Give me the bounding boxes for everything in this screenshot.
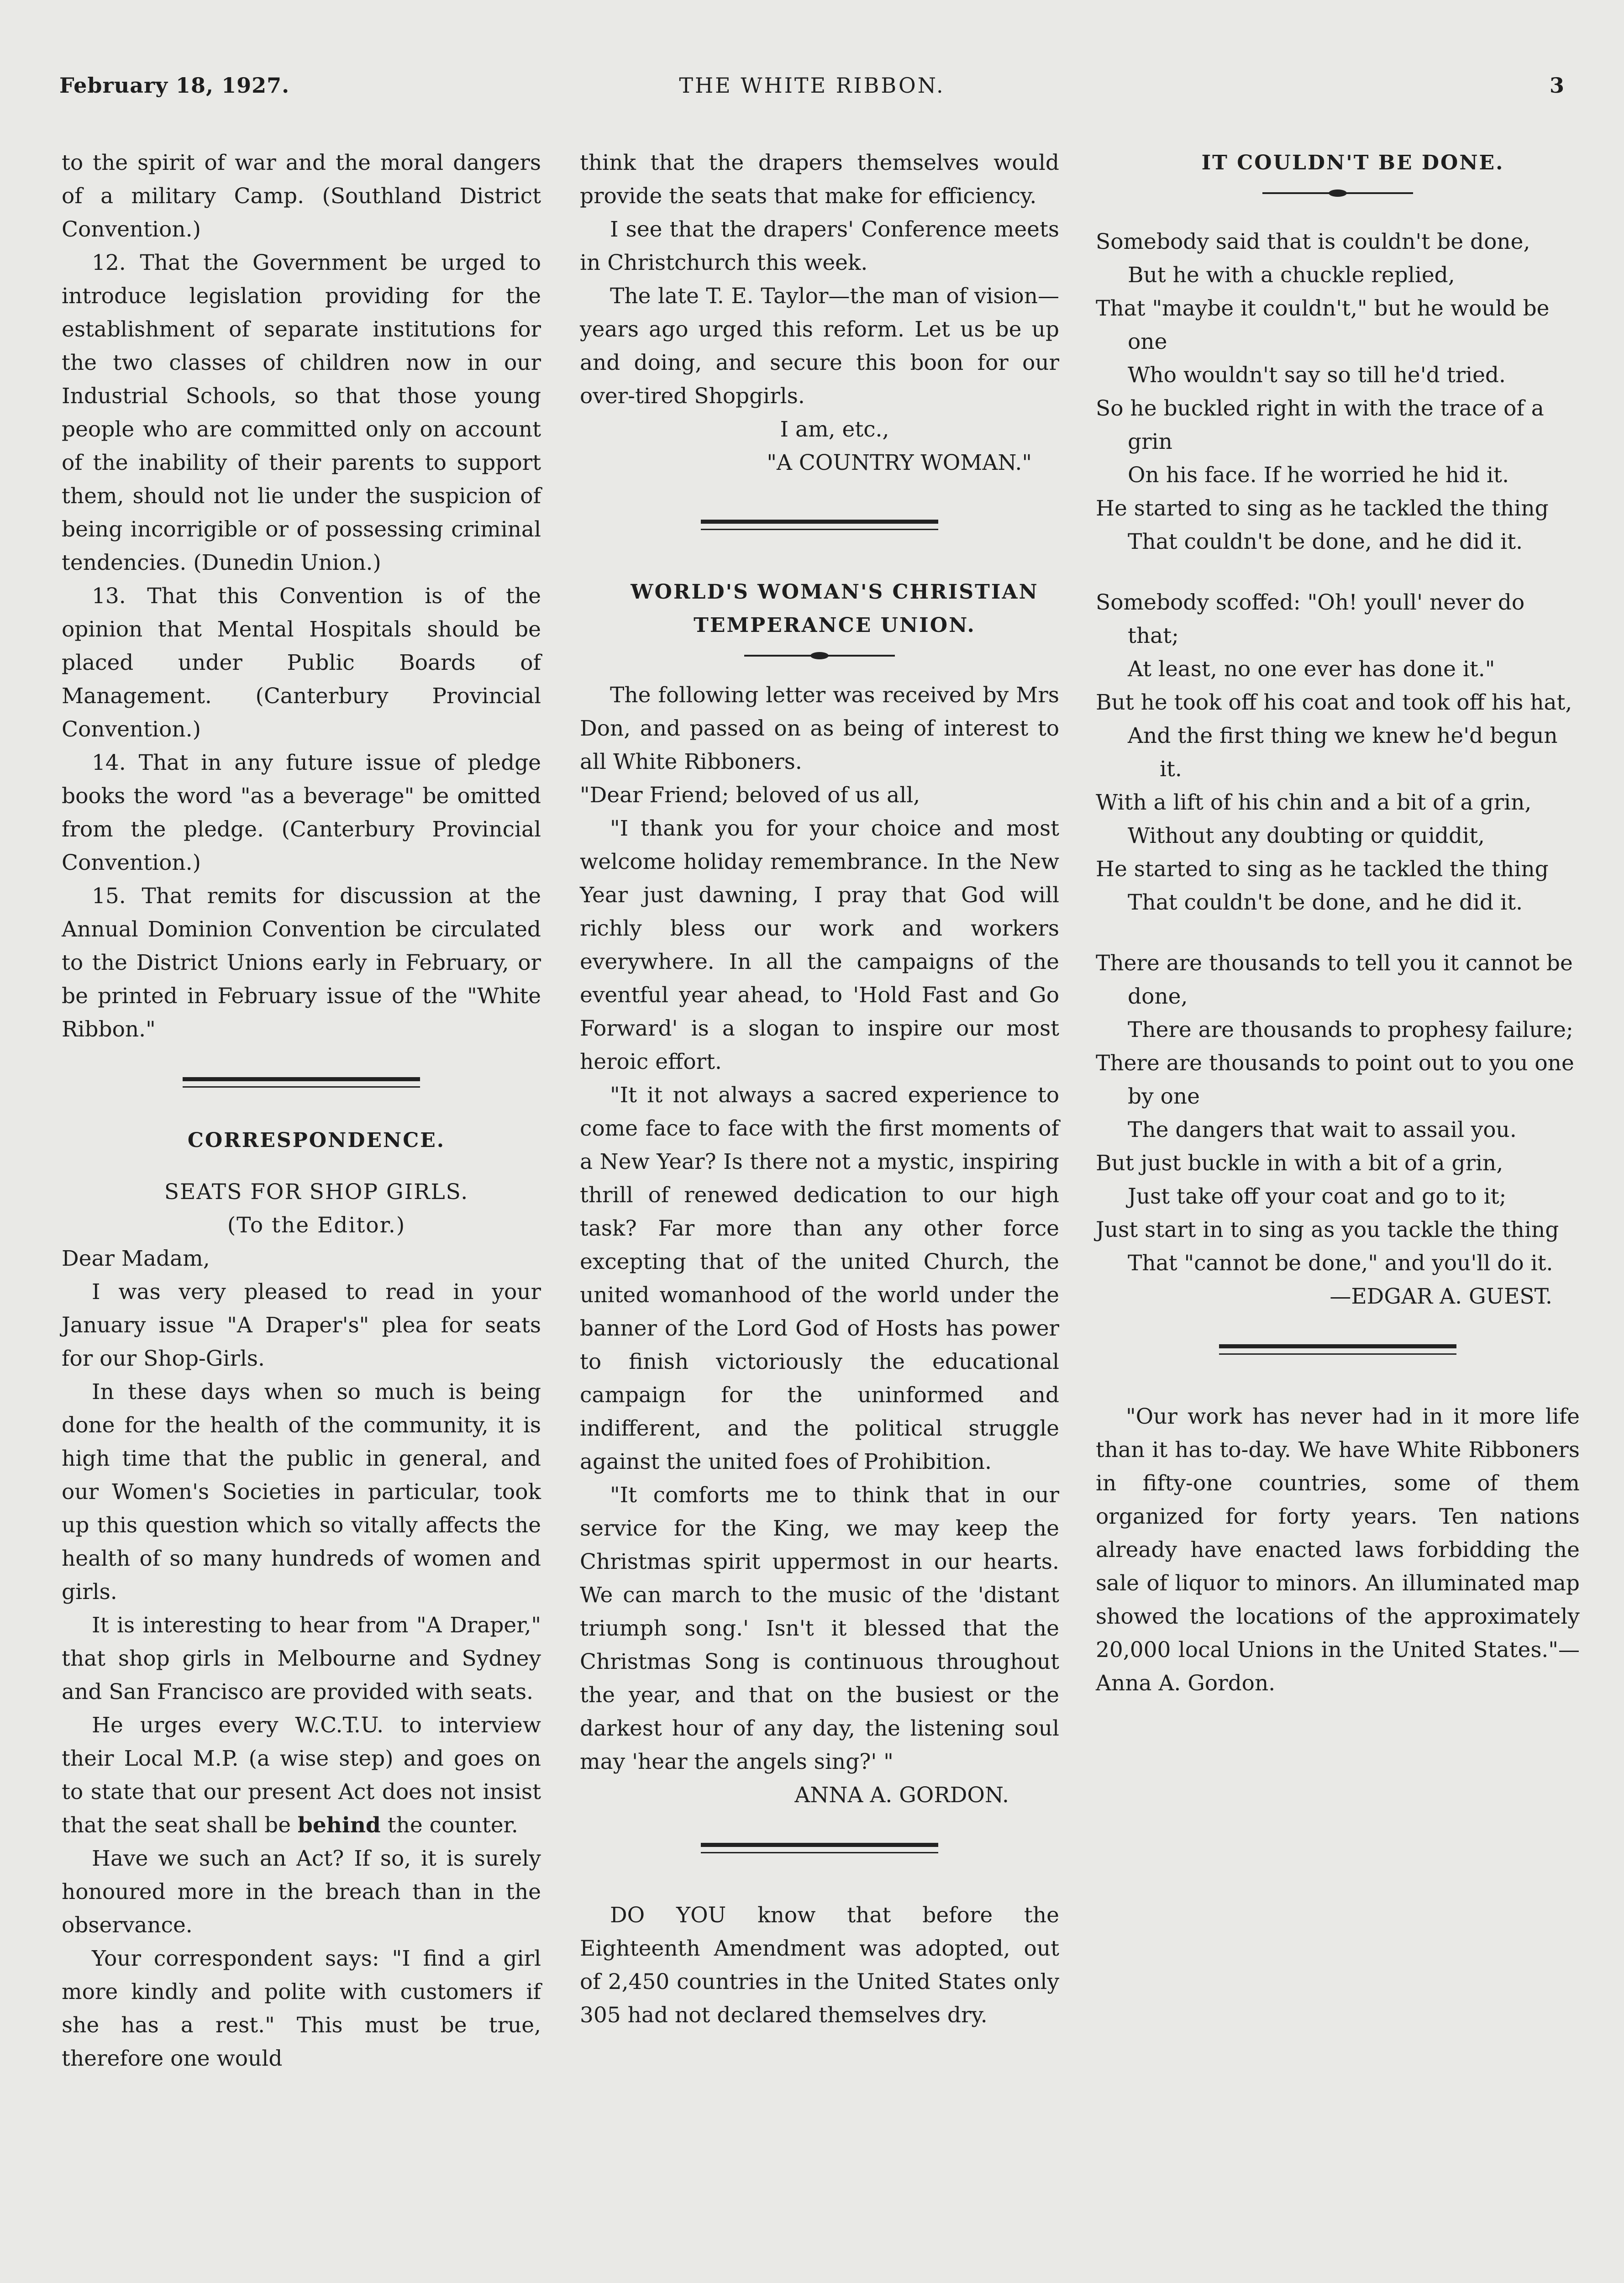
poem-line: There are thousands to point out to you one by one: [1096, 1051, 1574, 1109]
column-1: [62, 146, 541, 2075]
poem-line: That "maybe it couldn't," but he would be one: [1096, 296, 1550, 354]
did-you-know: DO YOU know that before the Eighteenth Amendment was adopted, out of 2,450 countries in the United States only 305 had not declared themselves dry.: [580, 1903, 1059, 2028]
letter-paragraph-4: [62, 1709, 541, 1842]
page-header: [59, 73, 1565, 114]
poem-line: On his face. If he worried he hid it.: [1128, 463, 1509, 488]
poem-line: Somebody said that is couldn't be done,: [1096, 229, 1530, 254]
poem-line: He started to sing as he tackled the thing: [1096, 496, 1549, 521]
poem-line: That couldn't be done, and he did it.: [1128, 890, 1523, 915]
emphasis-behind: behind: [297, 1813, 381, 1838]
column-2: [580, 146, 1059, 2032]
poem-line: Just start in to sing as you tackle the thing: [1096, 1217, 1559, 1242]
letter-signature: "A COUNTRY WOMAN.": [767, 450, 1032, 475]
poem-line: Somebody scoffed: "Oh! youll' never do that;: [1096, 590, 1525, 648]
section-divider: [1096, 1331, 1580, 1373]
wwctu-intro: The following letter was received by Mrs Don, and passed on as being of interest to all White Ribboners.: [580, 683, 1059, 774]
poem-stanza-1: [1096, 225, 1580, 558]
poem-line: There are thousands to tell you it cannot be done,: [1096, 951, 1573, 1009]
letter-subtitle: (To the Editor.): [227, 1213, 406, 1238]
closing-quote: "Our work has never had in it more life than it has to-day. We have White Ribboners in fifty-one countries, some of them organized for forty years. Ten nations already have enacted laws forbidding the sale of liquor to minors. An illuminated map showed the locations of the approximately 20,000 local Unions in the United States."—Anna A. Gordon.: [1096, 1404, 1580, 1696]
ornament-divider: [580, 642, 1059, 669]
section-divider: [580, 1830, 1059, 1871]
letter-paragraph-4-text: He urges every W.C.T.U. to interview their Local M.P. (a wise step) and goes on to state that our present Act does not insist that the seat shall be: [62, 1713, 541, 1838]
wwctu-paragraph-3: "It comforts me to think that in our service for the King, we may keep the Christmas spirit uppermost in our hearts. We can march to the music of the 'distant triumph song.' Isn't it blessed that the Christmas Song is continuous throughout the year, and that on the busiest or the darkest hour of any day, the listening soul may 'hear the angels sing?' ": [580, 1483, 1059, 1774]
section-divider: [62, 1064, 541, 1105]
poem-line: With a lift of his chin and a bit of a grin,: [1096, 790, 1532, 815]
letter-closing: I am, etc.,: [780, 417, 889, 442]
poem-line: But he with a chuckle replied,: [1128, 263, 1455, 288]
remit-13: 13. That this Convention is of the opinion that Mental Hospitals should be placed under Public Boards of Management. (Canterbury Provincial Convention.): [62, 584, 541, 742]
letter-paragraph-5: Have we such an Act? If so, it is surely honoured more in the breach than in the observance.: [62, 1846, 541, 1938]
wwctu-heading-line-2: TEMPERANCE UNION.: [694, 614, 976, 637]
wwctu-paragraph-2: "It it not always a sacred experience to come face to face with the first moments of a New Year? Is there not a mystic, inspiring thrill of renewed dedication to our high task? Far more than any other force excepting that of the united Church, the united womanhood of the world under the banner of the Lord God of Hosts has power to finish victoriously the educational campaign for the uninformed and indifferent, and the political struggle against the united foes of Prohibition.: [580, 1083, 1059, 1474]
column-3: [1096, 146, 1580, 1700]
wwctu-signature: ANNA A. GORDON.: [794, 1783, 1009, 1808]
letter-paragraph-7: I see that the drapers' Conference meets in Christchurch this week.: [580, 217, 1059, 275]
letter-paragraph-3: It is interesting to hear from "A Draper," that shop girls in Melbourne and Sydney and San Francisco are provided with seats.: [62, 1613, 541, 1704]
publication-title: THE WHITE RIBBON.: [679, 73, 945, 98]
wwctu-paragraph-1: "I thank you for your choice and most welcome holiday remembrance. In the New Year just dawning, I pray that God will richly bless our work and workers everywhere. In all the campaigns of the eventful year ahead, to 'Hold Fast and Go Forward' is a slogan to inspire our most heroic effort.: [580, 816, 1059, 1074]
poem-line: Who wouldn't say so till he'd tried.: [1128, 363, 1506, 388]
poem-line: Just take off your coat and go to it;: [1128, 1184, 1507, 1209]
remit-continuation: to the spirit of war and the moral dangers of a military Camp. (Southland District Convention.): [62, 150, 541, 242]
poem-line: And the first thing we knew he'd begun it.: [1128, 723, 1558, 782]
poem-line: He started to sing as he tackled the thing: [1096, 857, 1549, 882]
remit-15: 15. That remits for discussion at the Annual Dominion Convention be circulated to the District Unions early in February, or be printed in February issue of the "White Ribbon.": [62, 884, 541, 1042]
poem-line: But he took off his coat and took off his hat,: [1096, 690, 1572, 715]
poem-line: Without any doubting or quiddit,: [1128, 823, 1485, 848]
letter-paragraph-4-end: the counter.: [387, 1813, 518, 1838]
poem-title: IT COULDN'T BE DONE.: [1201, 151, 1504, 174]
remit-14: 14. That in any future issue of pledge books the word "as a beverage" be omitted from the pledge. (Canterbury Provincial Convention.): [62, 750, 541, 875]
ornament-divider: [1096, 179, 1580, 207]
letter-paragraph-2: In these days when so much is being done for the health of the community, it is high time that the public in general, and our Women's Societies in particular, took up this question which so vitally affects the health of so many hundreds of women and girls.: [62, 1379, 541, 1604]
poem-author: —EDGAR A. GUEST.: [1330, 1284, 1552, 1309]
letter-title: SEATS FOR SHOP GIRLS.: [164, 1179, 469, 1205]
letter-salutation: Dear Madam,: [62, 1246, 210, 1271]
poem-stanza-2: [1096, 586, 1580, 919]
poem-line: But just buckle in with a bit of a grin,: [1096, 1151, 1503, 1176]
wwctu-heading-line-1: WORLD'S WOMAN'S CHRISTIAN: [631, 580, 1039, 604]
letter-continuation: think that the drapers themselves would provide the seats that make for efficiency.: [580, 150, 1059, 209]
page-number: 3: [1549, 73, 1565, 98]
remit-12: 12. That the Government be urged to introduce legislation providing for the establishment of separate institutions for the two classes of children now in our Industrial Schools, so that those young people who are committed only on account of the inability of their parents to support them, should not lie under the suspicion of being incorrigible or of possessing criminal tendencies. (Dunedin Union.): [62, 250, 541, 575]
poem-line: At least, no one ever has done it.": [1128, 657, 1495, 682]
poem-line: The dangers that wait to assail you.: [1128, 1117, 1517, 1142]
letter-paragraph-1: I was very pleased to read in your January issue "A Draper's" plea for seats for our Shop-Girls.: [62, 1279, 541, 1371]
wwctu-salutation: "Dear Friend; beloved of us all,: [580, 783, 920, 808]
poem-line: There are thousands to prophesy failure;: [1128, 1017, 1573, 1042]
section-divider: [580, 507, 1059, 548]
correspondence-heading: CORRESPONDENCE.: [187, 1129, 446, 1152]
issue-date: February 18, 1927.: [59, 73, 290, 98]
letter-paragraph-8: The late T. E. Taylor—the man of vision—years ago urged this reform. Let us be up and doing, and secure this boon for our over-tired Shopgirls.: [580, 284, 1059, 409]
poem-line: That "cannot be done," and you'll do it.: [1128, 1251, 1553, 1276]
poem-line: That couldn't be done, and he did it.: [1128, 529, 1523, 554]
poem-line: So he buckled right in with the trace of a grin: [1096, 396, 1544, 454]
poem-stanza-3: [1096, 947, 1580, 1280]
letter-paragraph-6: Your correspondent says: "I find a girl more kindly and polite with customers if she has a rest." This must be true, therefore one would: [62, 1946, 541, 2071]
